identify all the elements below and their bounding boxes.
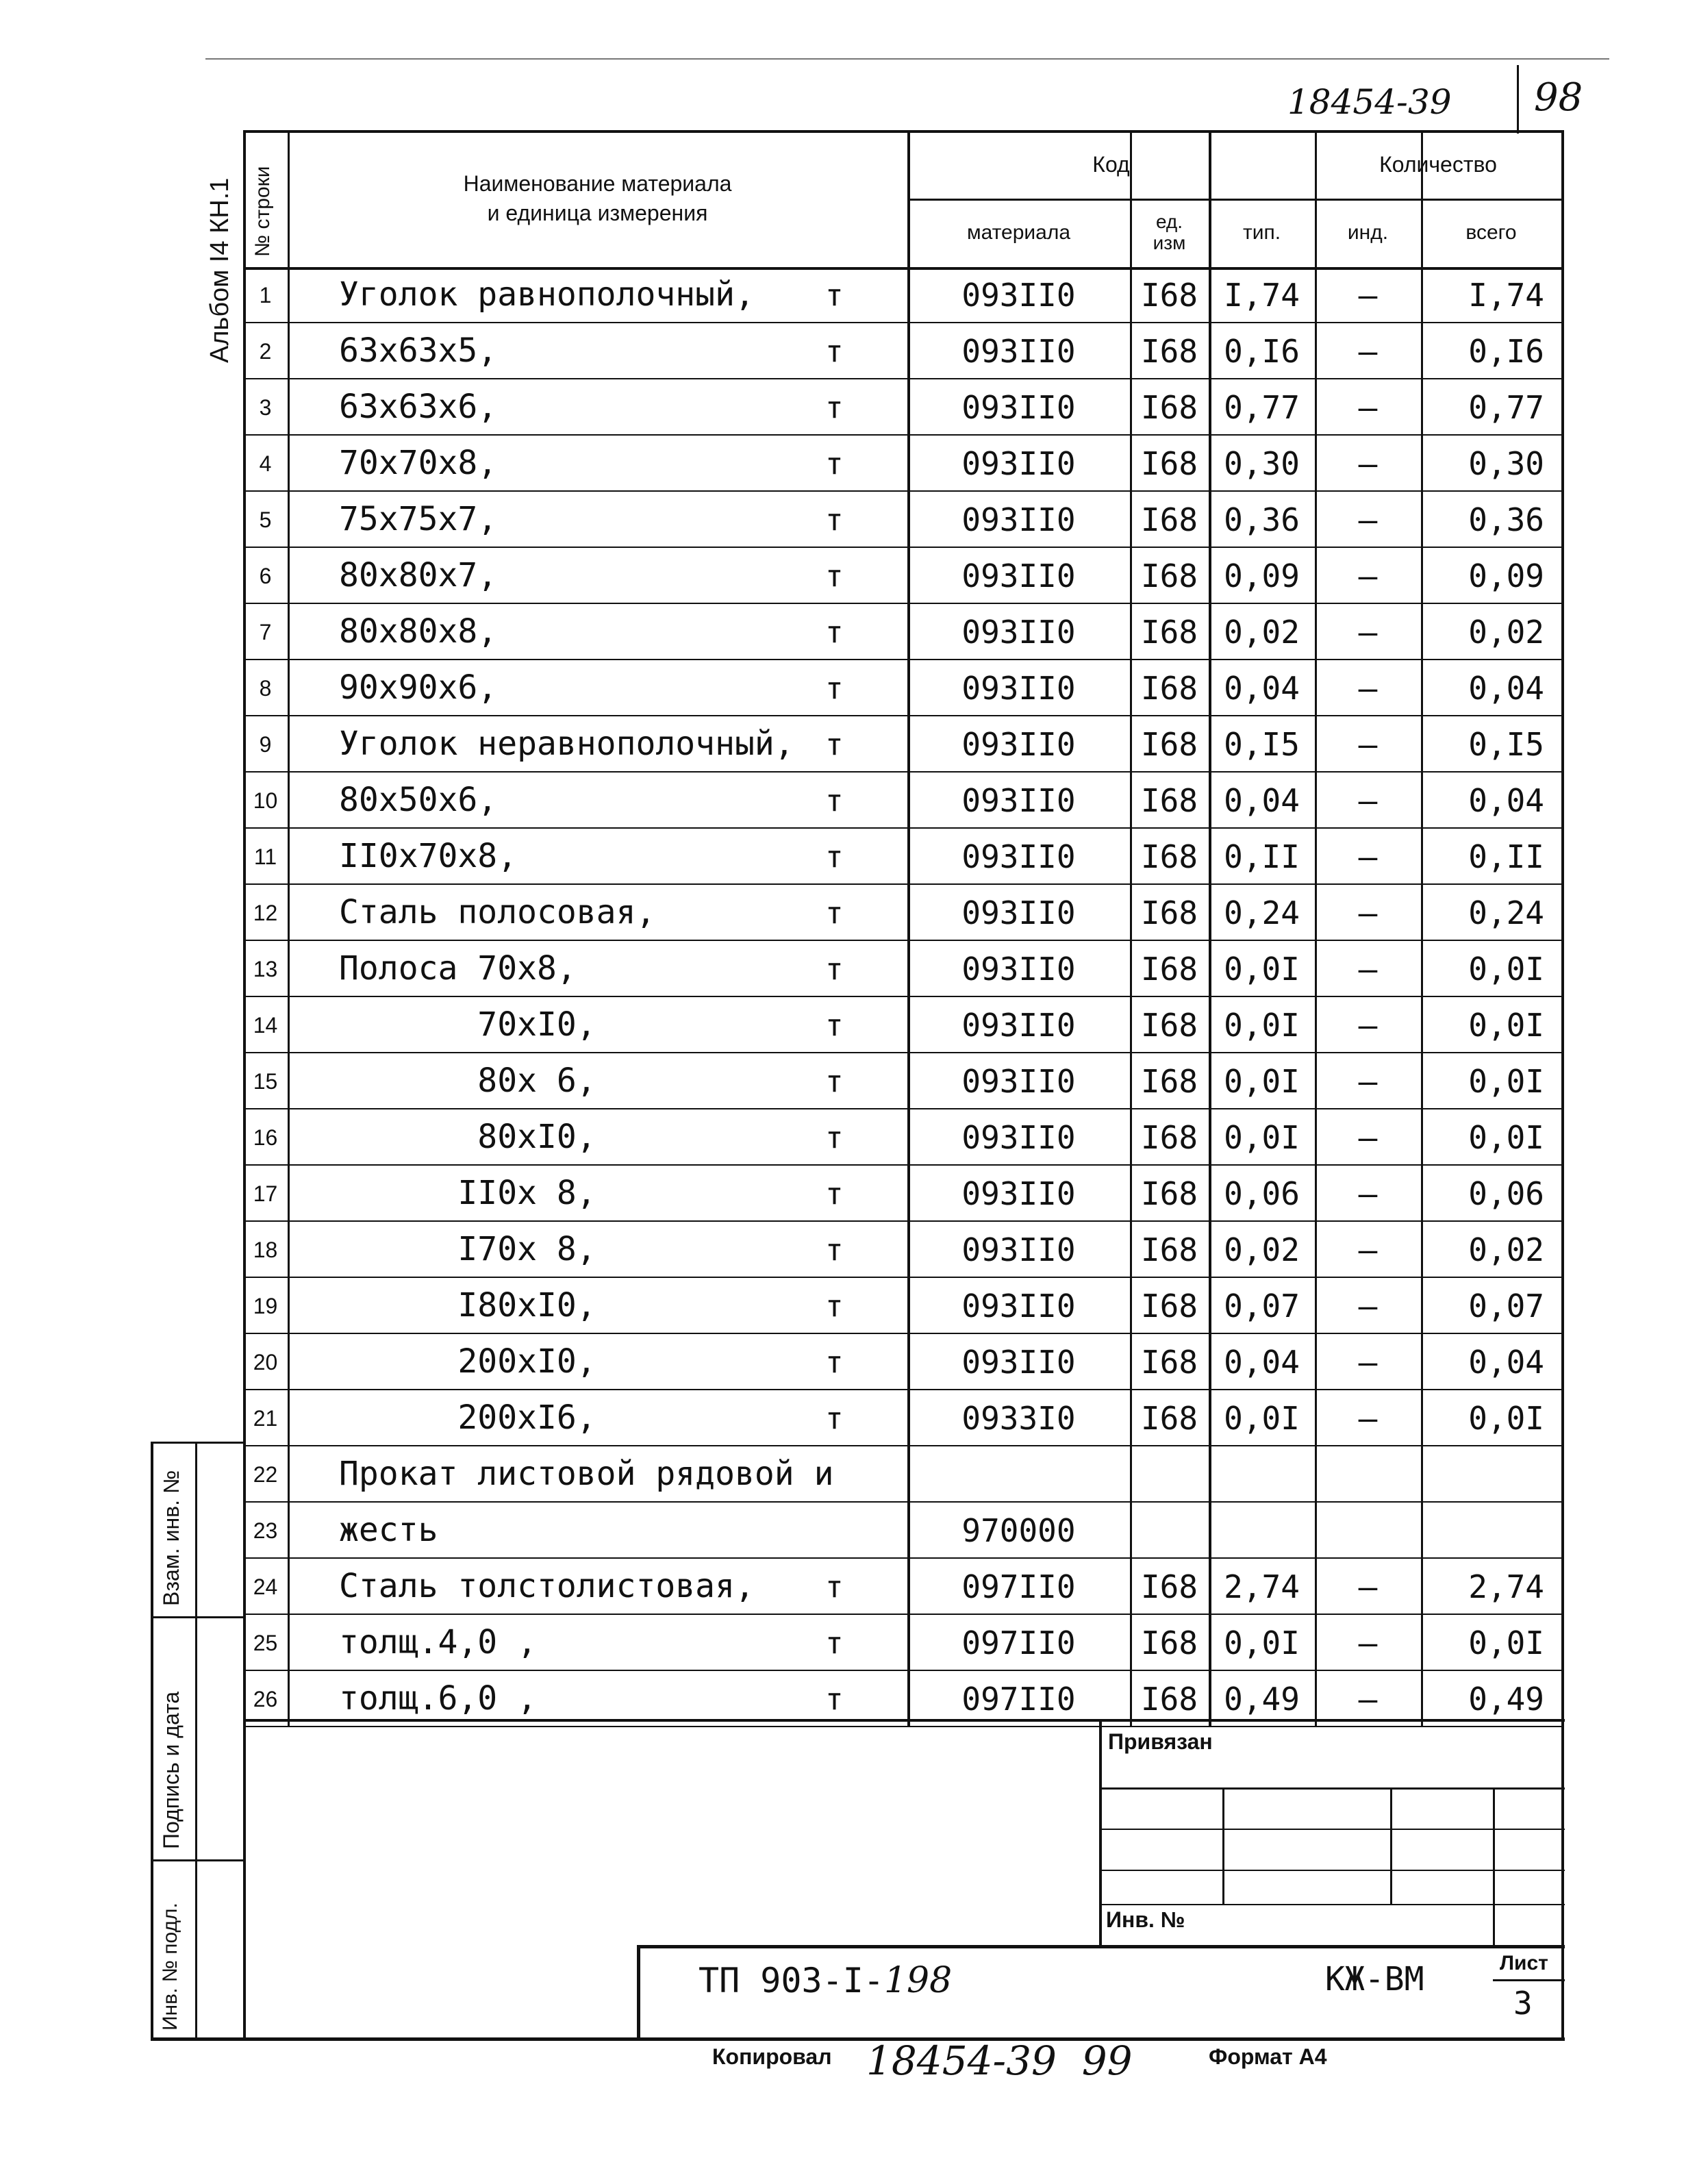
row-material-code: 093II0 (961, 1288, 1076, 1325)
row-unit-code: I68 (1140, 445, 1198, 482)
row-qty-total: 0,77 (1468, 389, 1544, 426)
header-q-typ: тип. (1242, 221, 1281, 244)
row-qty-typ: 0,77 (1224, 389, 1300, 426)
row-material-name: Сталь толстолистовая, (339, 1567, 755, 1605)
header-code-unit: ед. изм (1153, 211, 1186, 253)
row-material-code: 093II0 (961, 445, 1076, 482)
row-qty-total: 0,24 (1468, 894, 1544, 931)
header-quantity: Количество (1379, 151, 1497, 177)
row-qty-typ: 0,0I (1224, 1400, 1300, 1437)
row-number: 13 (253, 956, 278, 981)
row-unit-code: I68 (1140, 1624, 1198, 1661)
row-material-name: толщ.4,0 , (339, 1623, 537, 1661)
row-qty-typ: 0,04 (1224, 782, 1300, 819)
row-unit: т (825, 447, 844, 481)
row-unit-code: I68 (1140, 1400, 1198, 1437)
row-number: 15 (253, 1068, 278, 1094)
row-qty-ind: – (1358, 501, 1378, 538)
sheet-number: 3 (1513, 1985, 1533, 2022)
row-unit: т (825, 615, 844, 650)
row-qty-typ: 0,30 (1224, 445, 1300, 482)
row-qty-total: I,74 (1468, 277, 1544, 314)
header-name: Наименование материала и единица измерения (463, 171, 732, 225)
row-material-code: 093II0 (961, 1231, 1076, 1268)
copy-number-hand: 18454-39 99 (866, 2037, 1133, 2084)
row-unit: т (825, 278, 844, 313)
row-qty-total: 2,74 (1468, 1568, 1544, 1605)
header-q-ind: инд. (1347, 221, 1389, 244)
row-qty-ind: – (1358, 1344, 1378, 1381)
row-material-code: 970000 (961, 1512, 1076, 1549)
row-qty-total: 0,49 (1468, 1681, 1544, 1718)
row-qty-ind: – (1358, 894, 1378, 931)
row-qty-typ: 0,II (1224, 838, 1300, 875)
sheet-label: Лист (1500, 1952, 1548, 1974)
row-qty-ind: – (1358, 1175, 1378, 1212)
header-code-material: материала (966, 221, 1071, 244)
row-qty-total (1421, 1446, 1561, 1503)
row-unit-code: I68 (1140, 726, 1198, 763)
row-material-code: 097II0 (961, 1681, 1076, 1718)
row-material-code: 093II0 (961, 333, 1076, 370)
row-unit: т (825, 390, 844, 425)
row-unit: т (825, 1570, 844, 1605)
row-unit-code: I68 (1140, 557, 1198, 594)
vzam-inv-label: Взам. инв. № (159, 1470, 184, 1606)
kopiroval-label: Копировал (712, 2044, 832, 2069)
row-qty-ind (1315, 1503, 1421, 1559)
row-qty-ind: – (1358, 557, 1378, 594)
row-qty-ind: – (1358, 838, 1378, 875)
row-unit-code: I68 (1140, 277, 1198, 314)
page-mark: 98 (1534, 75, 1583, 120)
row-qty-ind: – (1358, 726, 1378, 763)
row-material-code: 093II0 (961, 389, 1076, 426)
row-unit-code: I68 (1140, 1681, 1198, 1718)
row-unit-code: I68 (1140, 1175, 1198, 1212)
row-material-code: 093II0 (961, 1119, 1076, 1156)
row-material-code: 093II0 (961, 1175, 1076, 1212)
row-material-code: 093II0 (961, 894, 1076, 931)
podpis-data-label: Подпись и дата (159, 1691, 184, 1849)
row-material-code: 093II0 (961, 838, 1076, 875)
row-qty-typ: 0,02 (1224, 614, 1300, 651)
row-material-name: II0x70x8, (339, 837, 518, 875)
row-material-code: 093II0 (961, 670, 1076, 707)
row-material-code: 093II0 (961, 1063, 1076, 1100)
row-unit-code: I68 (1140, 333, 1198, 370)
row-number: 6 (259, 563, 272, 588)
row-number: 1 (259, 282, 272, 307)
row-material-name: I80xI0, (339, 1286, 596, 1325)
row-unit-code: I68 (1140, 501, 1198, 538)
row-qty-ind: – (1358, 333, 1378, 370)
row-number: 24 (253, 1574, 278, 1599)
row-qty-ind: – (1358, 1624, 1378, 1661)
row-qty-total (1421, 1503, 1561, 1559)
row-unit: т (825, 1626, 844, 1661)
inv-podl-label: Инв. № подл. (159, 1903, 181, 2031)
row-material-name: Полоса 70x8, (339, 949, 577, 988)
row-material-name: 80x80x8, (339, 612, 498, 651)
row-qty-total: 0,36 (1468, 501, 1544, 538)
row-unit: т (825, 671, 844, 706)
row-material-code (907, 1446, 1130, 1503)
row-material-name: Уголок равнополочный, (339, 275, 755, 314)
row-qty-total: 0,04 (1468, 1344, 1544, 1381)
row-unit: т (825, 1008, 844, 1043)
row-material-name: 63x63x5, (339, 331, 498, 370)
row-unit: т (825, 1345, 844, 1380)
doc-code-print: ТП 903-I- (699, 1961, 884, 2000)
row-material-code: 093II0 (961, 501, 1076, 538)
row-material-name: 80x50x6, (339, 781, 498, 819)
row-material-code: 093II0 (961, 951, 1076, 988)
format-label: Формат А4 (1209, 2044, 1327, 2069)
row-qty-typ: 0,06 (1224, 1175, 1300, 1212)
row-qty-ind: – (1358, 1681, 1378, 1718)
page-mark-divider (1517, 65, 1519, 134)
top-document-number: 18454-39 (1287, 82, 1452, 122)
row-unit-code: I68 (1140, 1119, 1198, 1156)
table-column-rule (288, 130, 290, 1727)
row-qty-total: 0,07 (1468, 1288, 1544, 1325)
row-qty-total: 0,I5 (1468, 726, 1544, 763)
row-number: 5 (259, 507, 272, 532)
row-number: 25 (253, 1630, 278, 1655)
header-code: Код (1092, 151, 1130, 177)
row-material-name: Прокат листовой рядовой и (339, 1455, 834, 1493)
inv-no-label: Инв. № (1106, 1907, 1185, 1932)
row-material-name: Уголок неравнополочный, (339, 725, 794, 763)
row-unit-code: I68 (1140, 951, 1198, 988)
row-number: 26 (253, 1686, 278, 1711)
row-material-name: жесть (339, 1511, 438, 1549)
row-qty-ind: – (1358, 670, 1378, 707)
row-number: 10 (253, 788, 278, 813)
row-qty-total: 0,09 (1468, 557, 1544, 594)
row-qty-total: 0,06 (1468, 1175, 1544, 1212)
row-qty-ind: – (1358, 389, 1378, 426)
row-material-name: 80x80x7, (339, 556, 498, 594)
row-qty-ind: – (1358, 1288, 1378, 1325)
row-material-name: 70xI0, (339, 1005, 596, 1044)
row-number: 7 (259, 619, 272, 644)
row-unit: т (825, 1064, 844, 1099)
row-number: 12 (253, 900, 278, 925)
row-unit: т (825, 1233, 844, 1268)
row-material-name: 200xI0, (339, 1342, 596, 1381)
row-qty-typ: 0,04 (1224, 1344, 1300, 1381)
row-unit-code: I68 (1140, 782, 1198, 819)
row-unit-code: I68 (1140, 1063, 1198, 1100)
row-unit-code: I68 (1140, 389, 1198, 426)
row-qty-typ: 0,36 (1224, 501, 1300, 538)
row-qty-total: 0,0I (1468, 1119, 1544, 1156)
row-qty-total: 0,0I (1468, 1007, 1544, 1044)
row-qty-total: 0,04 (1468, 782, 1544, 819)
row-qty-typ (1209, 1446, 1315, 1503)
row-material-name: I70x 8, (339, 1230, 596, 1268)
row-qty-ind: – (1358, 614, 1378, 651)
top-border (205, 58, 1609, 60)
row-material-code: 093II0 (961, 1344, 1076, 1381)
row-qty-typ: 0,0I (1224, 1007, 1300, 1044)
row-material-code: 093II0 (961, 277, 1076, 314)
row-material-code: 093II0 (961, 782, 1076, 819)
row-qty-total: 0,0I (1468, 1624, 1544, 1661)
row-qty-total: 0,02 (1468, 614, 1544, 651)
row-material-name: 90x90x6, (339, 668, 498, 707)
row-number: 11 (253, 844, 277, 869)
row-unit: т (825, 503, 844, 538)
row-qty-typ: 0,I5 (1224, 726, 1300, 763)
doc-code (699, 1960, 952, 2001)
row-number: 8 (259, 675, 272, 701)
row-unit: т (825, 727, 844, 762)
row-unit-code: I68 (1140, 894, 1198, 931)
row-qty-typ: 2,74 (1224, 1568, 1300, 1605)
doc-code-hand: 198 (883, 1960, 953, 2001)
row-unit: т (825, 1177, 844, 1212)
row-unit-code: I68 (1140, 838, 1198, 875)
row-unit: т (825, 840, 844, 875)
row-material-code: 097II0 (961, 1568, 1076, 1605)
row-qty-ind: – (1358, 1231, 1378, 1268)
row-unit: т (825, 896, 844, 931)
row-number: 18 (253, 1237, 278, 1262)
row-number: 20 (253, 1349, 278, 1375)
doc-mark: КЖ-ВМ (1325, 1960, 1424, 1998)
row-number: 3 (259, 394, 272, 420)
row-qty-total: 0,II (1468, 838, 1544, 875)
row-qty-typ: 0,04 (1224, 670, 1300, 707)
row-qty-ind: – (1358, 1400, 1378, 1437)
row-number: 21 (253, 1405, 278, 1431)
row-qty-ind: – (1358, 277, 1378, 314)
row-material-name: II0x 8, (339, 1174, 596, 1212)
row-qty-typ: 0,07 (1224, 1288, 1300, 1325)
row-number: 16 (253, 1125, 278, 1150)
row-material-name: толщ.6,0 , (339, 1679, 537, 1718)
row-unit-code (1130, 1503, 1209, 1559)
row-unit: т (825, 783, 844, 818)
row-number: 17 (253, 1181, 278, 1206)
row-qty-typ (1209, 1503, 1315, 1559)
row-qty-typ: 0,02 (1224, 1231, 1300, 1268)
row-qty-ind: – (1358, 782, 1378, 819)
row-unit: т (825, 1120, 844, 1155)
row-qty-typ: 0,24 (1224, 894, 1300, 931)
row-unit: т (825, 1682, 844, 1717)
row-qty-typ: I,74 (1224, 277, 1300, 314)
row-material-code: 093II0 (961, 1007, 1076, 1044)
row-unit-code: I68 (1140, 670, 1198, 707)
row-material-name: 75x75x7, (339, 500, 498, 538)
row-qty-total: 0,04 (1468, 670, 1544, 707)
row-qty-ind: – (1358, 1007, 1378, 1044)
row-qty-ind: – (1358, 1568, 1378, 1605)
row-qty-total: 0,02 (1468, 1231, 1544, 1268)
row-unit-code: I68 (1140, 614, 1198, 651)
row-qty-typ: 0,0I (1224, 1119, 1300, 1156)
row-material-code: 0933I0 (961, 1400, 1076, 1437)
header-row-no (243, 130, 288, 267)
row-number: 19 (253, 1293, 278, 1318)
row-qty-typ: 0,0I (1224, 1063, 1300, 1100)
row-number: 4 (259, 451, 272, 476)
privyazan-label: Привязан (1108, 1729, 1213, 1754)
row-number: 22 (253, 1461, 278, 1487)
row-unit: т (825, 1401, 844, 1436)
row-material-code: 097II0 (961, 1624, 1076, 1661)
row-qty-total: 0,0I (1468, 1063, 1544, 1100)
row-unit-code: I68 (1140, 1344, 1198, 1381)
row-qty-ind (1315, 1446, 1421, 1503)
row-material-name: Сталь полосовая, (339, 893, 656, 931)
row-unit-code: I68 (1140, 1231, 1198, 1268)
row-qty-total: 0,0I (1468, 951, 1544, 988)
row-qty-total: 0,I6 (1468, 333, 1544, 370)
header-row-no-text: № строки (251, 166, 274, 257)
row-material-code: 093II0 (961, 557, 1076, 594)
row-qty-typ: 0,0I (1224, 1624, 1300, 1661)
row-material-code: 093II0 (961, 726, 1076, 763)
row-qty-typ: 0,I6 (1224, 333, 1300, 370)
row-qty-ind: – (1358, 445, 1378, 482)
row-material-name: 200xI6, (339, 1398, 596, 1437)
row-material-name: 70x70x8, (339, 444, 498, 482)
row-qty-total: 0,30 (1468, 445, 1544, 482)
row-material-code: 093II0 (961, 614, 1076, 651)
row-unit-code: I68 (1140, 1568, 1198, 1605)
row-qty-typ: 0,49 (1224, 1681, 1300, 1718)
album-label: Альбом I4 КН.1 (205, 177, 234, 363)
row-unit-code (1130, 1446, 1209, 1503)
row-qty-total: 0,0I (1468, 1400, 1544, 1437)
row-number: 9 (259, 731, 272, 757)
row-qty-typ: 0,0I (1224, 951, 1300, 988)
row-number: 2 (259, 338, 272, 364)
row-qty-ind: – (1358, 951, 1378, 988)
row-unit: т (825, 334, 844, 369)
row-number: 23 (253, 1518, 278, 1543)
row-material-name: 63x63x6, (339, 388, 498, 426)
row-qty-ind: – (1358, 1119, 1378, 1156)
row-unit: т (825, 559, 844, 594)
row-qty-ind: – (1358, 1063, 1378, 1100)
row-unit-code: I68 (1140, 1288, 1198, 1325)
row-number: 14 (253, 1012, 278, 1038)
row-material-name: 80x 6, (339, 1062, 596, 1100)
row-qty-typ: 0,09 (1224, 557, 1300, 594)
header-q-total: всего (1465, 221, 1517, 244)
row-unit: т (825, 1289, 844, 1324)
row-material-name: 80xI0, (339, 1118, 596, 1156)
row-unit-code: I68 (1140, 1007, 1198, 1044)
row-unit: т (825, 952, 844, 987)
